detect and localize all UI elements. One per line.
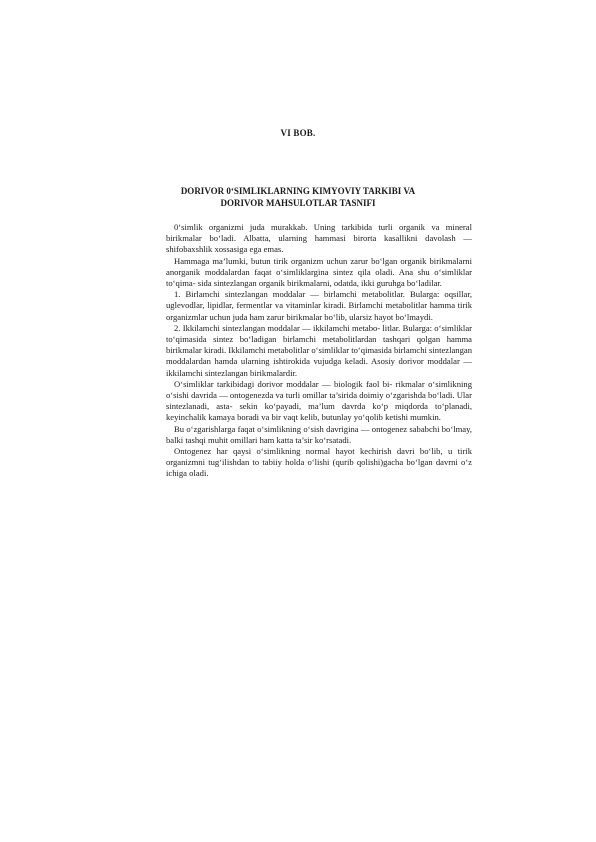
paragraph: 1. Birlamchi sintezlangan moddalar — birlamchi metabolitlar. Bularga: oqsillar, uglevodlar, lipidlar, fermentlar va vitaminlar kiradi. Birlamchi metabolitlar hamma tirik organizmlar uchun juda ham zarur birikmalar bo‘lib, ularsiz hayot bo‘lmaydi. (166, 289, 472, 322)
chapter-title-line-2: DORIVOR MAHSULOTLAR TASNIFI (220, 198, 376, 208)
paragraph: O‘simliklar tarkibidagi dorivor moddalar — biologik faol bi- rikmalar o‘simlikning o‘sishi davrida — ontogenezda va turli omillar ta’sirida doimiy o‘zgarishda bo‘ladi. Ular sintezlanadi, asta- sekin ko‘payadi, ma’lum davrda ko‘p miqdorda to‘planadi, keyinchalik kamaya boradi va bir vaqt kelib, butunlay yo‘qolib ketishi mumkin. (166, 378, 472, 423)
paragraph: Hammaga ma’lumki, butun tirik organizm uchun zarur bo‘lgan organik birikmalarni anorganik moddalardan faqat o‘simliklargina sintez qila oladi. Ana shu o‘simliklar to‘qima- sida sintezlangan organik birikmalarni, odatda, ikki guruhga bo‘ladilar. (166, 255, 472, 289)
paragraph: Ontogenez har qaysi o‘simlikning normal hayot kechirish davri bo‘lib, u tirik organizmni tug‘ilishdan to tabiiy holda o‘lishi (qurib qolishi)gacha bo‘lgan davrni o‘z ichiga oladi. (166, 446, 472, 479)
body-text (166, 222, 472, 480)
paragraph: Bu o‘zgarishlarga faqat o‘simlikning o‘sish davrigina — ontogenez sababchi bo‘lmay, balki tashqi muhit omillari ham katta ta’sir ko‘rsatadi. (166, 423, 472, 445)
chapter-title (148, 185, 448, 209)
paragraph: 2. Ikkilamchi sintezlangan moddalar — ikkilamchi metabo- litlar. Bularga: o‘simliklar to‘qimasida sintez bo‘ladigan birlamchi metabolitlardan tashqari qolgan hamma birikmalar kiradi. Ikkilamchi metabolitlar o‘simliklar to‘qimasida birlamchi sintezlangan moddalardan hamda ularning ishtirokida vujudga keladi. Asosiy dorivor moddalar — ikkilamchi sintezlangan birikmalardir. (166, 322, 472, 378)
chapter-heading: VI BOB. (280, 128, 316, 138)
paragraph: 0‘simlik organizmi juda murakkab. Uning tarkibida turli organik va mineral birikmalar bo‘ladi. Albatta, ularning hammasi birorta kasallikni davolash — shifobaxshlik xossasiga ega emas. (166, 222, 472, 255)
chapter-title-line-1: DORIVOR 0‘SIMLIKLARNING KIMYOVIY TARKIBI VA (180, 186, 416, 196)
